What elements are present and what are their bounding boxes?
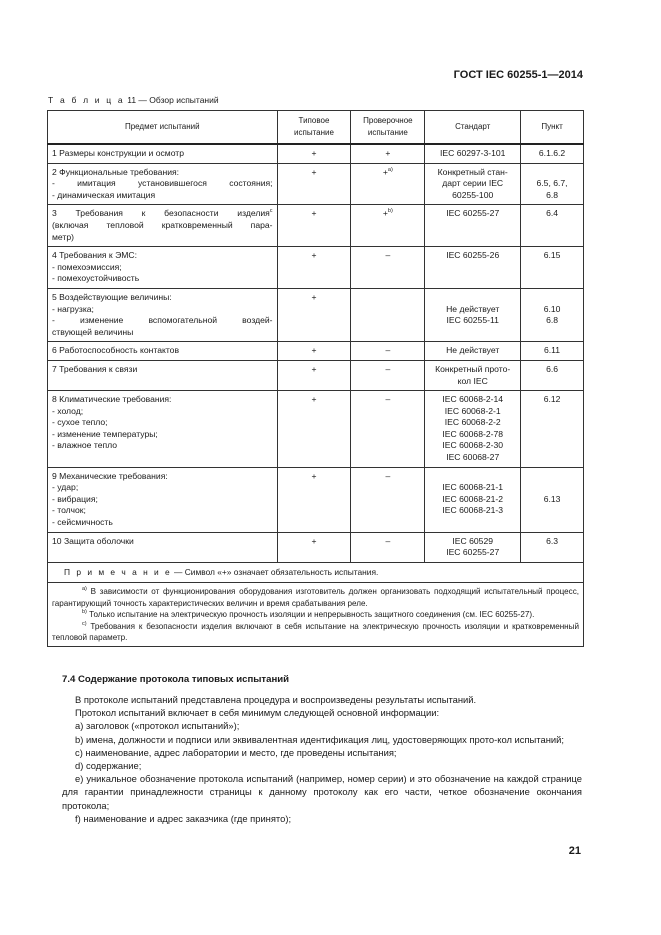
paragraph: f) наименование и адрес заказчика (где принято); xyxy=(75,812,292,824)
subject-line: 5 Воздействующие величины: xyxy=(52,291,172,302)
document-id: ГОСТ IEC 60255-1—2014 xyxy=(453,69,583,81)
subject-cell xyxy=(48,144,278,163)
subject-cell xyxy=(48,342,278,361)
type-test-cell: + xyxy=(277,532,351,562)
standard-line xyxy=(429,471,516,483)
clause-line: 6.8 xyxy=(546,315,559,326)
table-row xyxy=(48,288,584,341)
subject-line: - динамическая имитация xyxy=(52,189,156,200)
table-row xyxy=(48,247,584,289)
type-test-cell: + xyxy=(277,144,351,163)
footnote-text: Требования к безопасности изделия включают в себя испытание на электрическую прочность изоляции и кратковременный тепловой параметр. xyxy=(52,621,579,643)
caption-label: Т а б л и ц а xyxy=(48,95,125,105)
table-caption xyxy=(48,95,219,105)
clause-cell xyxy=(521,247,584,289)
subject-line: - нагрузка; xyxy=(52,303,94,314)
clause-cell xyxy=(521,342,584,361)
routine-test-cell xyxy=(351,360,425,390)
standard-cell xyxy=(425,163,521,205)
subject-cell xyxy=(48,467,278,532)
standard-cell xyxy=(425,467,521,532)
routine-value: – xyxy=(385,394,391,405)
subject-cell xyxy=(48,205,278,247)
standard-line xyxy=(429,292,516,304)
subject-line: - изменение температуры; xyxy=(52,428,158,439)
routine-test-cell xyxy=(351,391,425,468)
footnote-text: В зависимости от функционирования оборудования изготовитель должен организовать подходящий испытательный процесс, гарантирующий точность характеристических величин и время срабатывания реле. xyxy=(52,587,579,608)
table-header-row xyxy=(48,111,584,145)
clause-line xyxy=(525,471,579,483)
type-test-cell: + xyxy=(277,467,351,532)
table-row xyxy=(48,391,584,468)
subject-line: (включая тепловой кратковременный пара- xyxy=(52,219,273,230)
section-title: 7.4 Содержание протокола типовых испытаний xyxy=(62,674,290,685)
clause-cell xyxy=(521,288,584,341)
footnote-mark: c xyxy=(269,208,273,215)
standard-cell xyxy=(425,288,521,341)
col-type-test: Типовое испытание xyxy=(277,111,351,145)
footnote-text: Только испытание на электрическую прочность изоляции и непрерывность защитного соединения (см. IEC 60255-27). xyxy=(86,610,535,620)
paragraph: а) заголовок («протокол испытаний»); xyxy=(75,720,240,732)
standard-line: Не действует xyxy=(446,303,500,314)
subject-line: - помехоэмиссия; xyxy=(52,261,122,272)
clause-cell xyxy=(521,467,584,532)
routine-value: + xyxy=(385,148,391,158)
subject-line: - толчок; xyxy=(52,505,86,516)
col-routine-test: Проверочное испытание xyxy=(351,111,425,145)
clause-line: 6.10 xyxy=(543,303,561,314)
paragraph: d) содержание; xyxy=(75,760,142,772)
subject-cell xyxy=(48,163,278,205)
subject-line: - влажное тепло xyxy=(52,440,118,451)
standard-cell xyxy=(425,144,521,163)
clause-cell xyxy=(521,205,584,247)
clause-cell xyxy=(521,532,584,562)
col-clause: Пункт xyxy=(521,111,584,145)
table-row xyxy=(48,360,584,390)
type-test-cell: + xyxy=(277,205,351,247)
subject-cell xyxy=(48,360,278,390)
standard-cell xyxy=(425,342,521,361)
subject-line: - вибрация; xyxy=(52,493,98,504)
footnotes-cell xyxy=(48,583,584,647)
subject-line: - удар; xyxy=(52,482,79,493)
subject-cell xyxy=(48,532,278,562)
clause-line: 6.8 xyxy=(546,189,559,200)
standard-cell xyxy=(425,391,521,468)
standard-line: 60255-100 xyxy=(452,189,494,200)
footnote-mark: a) xyxy=(387,166,393,173)
clause-line xyxy=(525,482,579,494)
standard-line: IEC 60255-26 xyxy=(446,250,500,261)
routine-value: – xyxy=(385,250,391,261)
standard-line: кол IEC xyxy=(457,375,488,386)
clause-cell xyxy=(521,360,584,390)
clause-line: 6.15 xyxy=(543,250,561,261)
table-row xyxy=(48,532,584,562)
standard-line: IEC 60068-2-78 xyxy=(442,428,504,439)
paragraph: c) наименование, адрес лаборатории и место, где проведены испытания; xyxy=(75,746,397,758)
subject-line: - сухое тепло; xyxy=(52,417,108,428)
clause-line: 6.12 xyxy=(543,394,561,405)
subject-line: 10 Защита оболочки xyxy=(52,535,134,546)
routine-test-cell xyxy=(351,247,425,289)
paragraph: Протокол испытаний включает в себя минимум следующей основной информации: xyxy=(75,707,440,719)
type-test-cell: + xyxy=(277,163,351,205)
standard-line: IEC 60068-2-2 xyxy=(444,417,501,428)
subject-line: - холод; xyxy=(52,405,84,416)
standard-line: IEC 60255-27 xyxy=(446,208,500,219)
type-test-cell: + xyxy=(277,391,351,468)
standard-line: Не действует xyxy=(446,345,500,356)
table-row xyxy=(48,342,584,361)
note-cell xyxy=(48,562,584,583)
standard-line: IEC 60255-27 xyxy=(446,547,500,558)
type-test-cell: + xyxy=(277,342,351,361)
standard-line: IEC 60068-21-1 xyxy=(442,482,504,493)
type-test-cell: + xyxy=(277,247,351,289)
subject-line: 9 Механические требования: xyxy=(52,470,168,481)
clause-line xyxy=(525,167,579,179)
standard-cell xyxy=(425,360,521,390)
clause-line: 6.6 xyxy=(546,363,559,374)
note-text: — Символ «+» означает обязательность испытания. xyxy=(171,566,379,577)
standard-line: Конкретный прото- xyxy=(435,363,511,374)
subject-line: - изменение вспомогательной воздей- xyxy=(52,315,273,326)
clause-line xyxy=(525,292,579,304)
standard-line: IEC 60297-3-101 xyxy=(439,148,506,158)
page-number: 21 xyxy=(568,845,581,857)
footnotes-row xyxy=(48,583,584,647)
standard-line: IEC 60529 xyxy=(452,535,494,546)
routine-value: – xyxy=(385,535,391,546)
subject-line: ствующей величины xyxy=(52,326,134,337)
standard-line: IEC 60068-2-14 xyxy=(442,394,504,405)
routine-test-cell xyxy=(351,342,425,361)
routine-value: – xyxy=(385,470,391,481)
footnote-mark: b) xyxy=(82,609,87,616)
subject-line: - помехоустойчивость xyxy=(52,273,140,284)
subject-line: - сейсмичность xyxy=(52,517,113,528)
type-test-cell: + xyxy=(277,288,351,341)
table-row xyxy=(48,205,584,247)
subject-line: 4 Требования к ЭМС: xyxy=(52,250,138,261)
routine-test-cell xyxy=(351,163,425,205)
clause-line: 6.5, 6.7, xyxy=(536,178,568,189)
clause-cell xyxy=(521,391,584,468)
col-standard: Стандарт xyxy=(425,111,521,145)
standard-line: IEC 60068-21-3 xyxy=(442,505,504,516)
standard-line: IEC 60255-11 xyxy=(446,315,499,326)
routine-test-cell xyxy=(351,467,425,532)
subject-cell xyxy=(48,288,278,341)
subject-line: 8 Климатические требования: xyxy=(52,394,172,405)
routine-value: + xyxy=(382,166,388,177)
paragraph: e) уникальное обозначение протокола испытаний (например, номер серии) и это обозначение на каждой странице для гарантии принадлежности страницы к данному протоколу как его части, четкое обозначение окончания протокола; xyxy=(62,773,582,811)
subject-line: 7 Требования к связи xyxy=(52,363,138,374)
standard-cell xyxy=(425,532,521,562)
type-test-cell: + xyxy=(277,360,351,390)
table-row xyxy=(48,163,584,205)
tests-table xyxy=(47,110,584,647)
subject-line: 3 Требования к безопасности изделия$^c$ xyxy=(52,208,273,219)
footnote xyxy=(52,621,579,644)
subject-line: - имитация установившегося состояния; xyxy=(52,178,273,189)
clause-line: 6.3 xyxy=(546,535,559,546)
routine-value: – xyxy=(385,363,391,374)
clause-line: 6.11 xyxy=(544,345,561,356)
subject-cell xyxy=(48,247,278,289)
subject-line: 1 Размеры конструкции и осмотр xyxy=(52,148,185,158)
routine-test-cell xyxy=(351,532,425,562)
paragraph: В протоколе испытаний представлена процедура и воспроизведены результаты испытаний. xyxy=(75,694,477,705)
standard-line: IEC 60068-27 xyxy=(446,452,500,463)
footnote-mark: c) xyxy=(82,620,87,627)
standard-line: IEC 60068-2-1 xyxy=(444,405,501,416)
note-label: П р и м е ч а н и е xyxy=(64,566,172,577)
routine-test-cell xyxy=(351,205,425,247)
subject-line: метр) xyxy=(52,231,74,242)
routine-test-cell xyxy=(351,288,425,341)
standard-cell xyxy=(425,205,521,247)
paragraph: b) имена, должности и подписи или эквивалентная идентификация лиц, удостоверяющих прото-кол испытаний; xyxy=(75,733,564,745)
footnote xyxy=(52,609,579,620)
standard-cell xyxy=(425,247,521,289)
subject-cell xyxy=(48,391,278,468)
footnote-mark: а) xyxy=(82,586,87,593)
caption-text: 11 — Обзор испытаний xyxy=(124,95,219,105)
subject-line: 6 Работоспособность контактов xyxy=(52,345,180,356)
table-row xyxy=(48,144,584,163)
note-row xyxy=(48,562,584,583)
clause-cell xyxy=(521,163,584,205)
routine-value: – xyxy=(385,345,391,356)
table-row xyxy=(48,467,584,532)
clause-line: 6.13 xyxy=(543,493,561,504)
col-subject: Предмет испытаний xyxy=(48,111,278,145)
standard-line: дарт серии IEC xyxy=(442,178,504,189)
standard-line: IEC 60068-21-2 xyxy=(442,493,504,504)
clause-line: 6.4 xyxy=(546,208,559,219)
footnote xyxy=(52,586,579,609)
routine-value: + xyxy=(382,208,388,219)
section-body xyxy=(62,693,582,825)
clause-cell xyxy=(521,144,584,163)
standard-line: Конкретный стан- xyxy=(437,166,508,177)
subject-line: 2 Функциональные требования: xyxy=(52,166,180,177)
routine-test-cell xyxy=(351,144,425,163)
clause-line: 6.1.6.2 xyxy=(538,148,566,158)
standard-line: IEC 60068-2-30 xyxy=(442,440,504,451)
footnote-mark: b) xyxy=(387,208,393,215)
